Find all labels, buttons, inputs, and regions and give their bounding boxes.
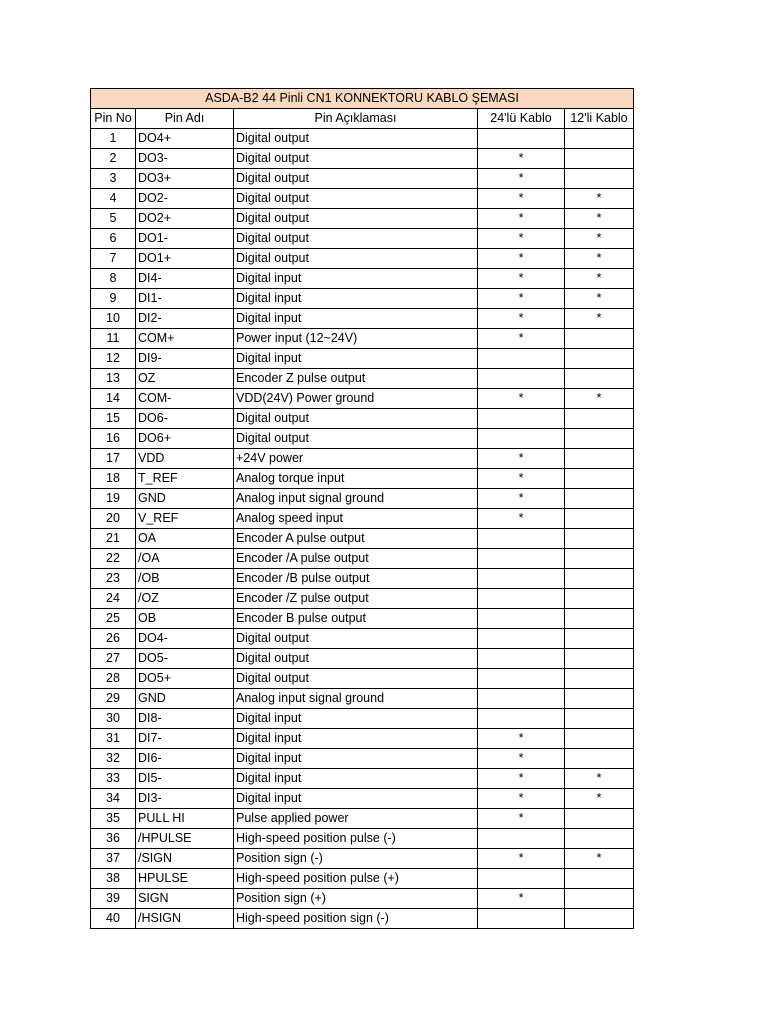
table-row (91, 609, 634, 629)
table-row (91, 869, 634, 889)
table-row (91, 449, 634, 469)
table-row (91, 549, 634, 569)
cable-12-mark-cell: * (565, 769, 634, 789)
pin-name-cell: DI1- (136, 289, 234, 309)
cable-12-mark-cell: * (565, 389, 634, 409)
pin-name-cell: GND (136, 689, 234, 709)
cable-12-mark-cell (565, 149, 634, 169)
pin-name-cell: DO1+ (136, 249, 234, 269)
cable-24-mark-cell: * (478, 849, 565, 869)
cable-24-mark-cell: * (478, 209, 565, 229)
cable-12-mark-cell (565, 669, 634, 689)
table-row (91, 829, 634, 849)
cable-24-mark-cell: * (478, 889, 565, 909)
cable-24-mark-cell: * (478, 229, 565, 249)
cable-24-mark-cell: * (478, 389, 565, 409)
cable-12-mark-cell (565, 829, 634, 849)
pin-number-cell: 2 (91, 149, 136, 169)
cable-24-mark-cell (478, 649, 565, 669)
cable-12-mark-cell (565, 809, 634, 829)
cable-24-mark-cell (478, 349, 565, 369)
pin-number-cell: 18 (91, 469, 136, 489)
pin-number-cell: 7 (91, 249, 136, 269)
cable-24-mark-cell: * (478, 269, 565, 289)
pin-name-cell: DO6- (136, 409, 234, 429)
header-row (91, 109, 634, 129)
header-24-cable: 24'lü Kablo (478, 109, 565, 129)
pin-name-cell: HPULSE (136, 869, 234, 889)
pin-name-cell: VDD (136, 449, 234, 469)
pin-number-cell: 22 (91, 549, 136, 569)
table-row (91, 849, 634, 869)
pin-description-cell: Digital input (234, 729, 478, 749)
cable-24-mark-cell: * (478, 509, 565, 529)
cable-12-mark-cell (565, 129, 634, 149)
pin-number-cell: 3 (91, 169, 136, 189)
pin-name-cell: DO1- (136, 229, 234, 249)
pin-name-cell: DO2+ (136, 209, 234, 229)
table-row (91, 229, 634, 249)
header-pin-name: Pin Adı (136, 109, 234, 129)
pin-description-cell: Digital input (234, 769, 478, 789)
pin-number-cell: 6 (91, 229, 136, 249)
cable-24-mark-cell (478, 409, 565, 429)
cable-12-mark-cell: * (565, 189, 634, 209)
table-row (91, 729, 634, 749)
pin-name-cell: DI8- (136, 709, 234, 729)
table-row (91, 129, 634, 149)
pin-description-cell: Encoder A pulse output (234, 529, 478, 549)
pin-number-cell: 34 (91, 789, 136, 809)
cable-24-mark-cell: * (478, 729, 565, 749)
title-row (91, 89, 634, 109)
cable-24-mark-cell (478, 129, 565, 149)
pin-name-cell: COM+ (136, 329, 234, 349)
pin-number-cell: 37 (91, 849, 136, 869)
cable-12-mark-cell (565, 689, 634, 709)
pin-description-cell: Digital output (234, 629, 478, 649)
pin-description-cell: Digital input (234, 269, 478, 289)
pin-name-cell: DI6- (136, 749, 234, 769)
pin-number-cell: 35 (91, 809, 136, 829)
cable-12-mark-cell: * (565, 249, 634, 269)
pin-description-cell: Digital output (234, 649, 478, 669)
table-row (91, 909, 634, 929)
cable-12-mark-cell: * (565, 289, 634, 309)
pin-description-cell: High-speed position sign (-) (234, 909, 478, 929)
pin-description-cell: Analog input signal ground (234, 689, 478, 709)
pin-name-cell: /OZ (136, 589, 234, 609)
cable-24-mark-cell: * (478, 189, 565, 209)
cable-24-mark-cell: * (478, 449, 565, 469)
cable-12-mark-cell (565, 369, 634, 389)
table-row (91, 809, 634, 829)
pin-number-cell: 21 (91, 529, 136, 549)
table-row (91, 509, 634, 529)
pin-number-cell: 11 (91, 329, 136, 349)
pin-description-cell: Encoder /B pulse output (234, 569, 478, 589)
header-12-cable: 12'li Kablo (565, 109, 634, 129)
cable-12-mark-cell (565, 409, 634, 429)
pin-name-cell: GND (136, 489, 234, 509)
pin-description-cell: Digital output (234, 169, 478, 189)
table-row (91, 469, 634, 489)
pin-description-cell: Digital output (234, 669, 478, 689)
cable-24-mark-cell: * (478, 169, 565, 189)
cable-12-mark-cell (565, 729, 634, 749)
cable-12-mark-cell (565, 869, 634, 889)
cable-12-mark-cell (565, 749, 634, 769)
table-row (91, 589, 634, 609)
cable-12-mark-cell: * (565, 229, 634, 249)
cable-12-mark-cell (565, 569, 634, 589)
table-row (91, 209, 634, 229)
table-row (91, 329, 634, 349)
cable-12-mark-cell (565, 889, 634, 909)
cable-12-mark-cell (565, 629, 634, 649)
cable-24-mark-cell: * (478, 469, 565, 489)
table-row (91, 269, 634, 289)
pin-name-cell: COM- (136, 389, 234, 409)
header-pin-description: Pin Açıklaması (234, 109, 478, 129)
pin-description-cell: Digital output (234, 149, 478, 169)
pin-number-cell: 14 (91, 389, 136, 409)
pin-number-cell: 16 (91, 429, 136, 449)
cable-24-mark-cell (478, 609, 565, 629)
table-row (91, 409, 634, 429)
pin-name-cell: DO5+ (136, 669, 234, 689)
pin-name-cell: OB (136, 609, 234, 629)
table-title: ASDA-B2 44 Pinli CN1 KONNEKTORU KABLO ŞEMASI (91, 89, 634, 109)
cable-24-mark-cell (478, 909, 565, 929)
cable-24-mark-cell (478, 569, 565, 589)
cable-24-mark-cell (478, 709, 565, 729)
table-row (91, 789, 634, 809)
pin-number-cell: 27 (91, 649, 136, 669)
pin-name-cell: /OB (136, 569, 234, 589)
table-row (91, 189, 634, 209)
pin-name-cell: DI3- (136, 789, 234, 809)
cable-24-mark-cell (478, 629, 565, 649)
cable-12-mark-cell (565, 529, 634, 549)
cable-12-mark-cell (565, 649, 634, 669)
pin-name-cell: DO3+ (136, 169, 234, 189)
pin-description-cell: Encoder B pulse output (234, 609, 478, 629)
table-row (91, 369, 634, 389)
cable-24-mark-cell: * (478, 249, 565, 269)
cable-24-mark-cell: * (478, 149, 565, 169)
cable-24-mark-cell: * (478, 769, 565, 789)
pin-name-cell: DI9- (136, 349, 234, 369)
cable-24-mark-cell: * (478, 489, 565, 509)
cable-12-mark-cell (565, 449, 634, 469)
pin-name-cell: DI5- (136, 769, 234, 789)
cable-24-mark-cell (478, 689, 565, 709)
pin-description-cell: Encoder Z pulse output (234, 369, 478, 389)
pin-number-cell: 26 (91, 629, 136, 649)
pin-description-cell: Encoder /Z pulse output (234, 589, 478, 609)
pin-description-cell: +24V power (234, 449, 478, 469)
cable-24-mark-cell: * (478, 329, 565, 349)
cable-24-mark-cell (478, 869, 565, 889)
pin-description-cell: Position sign (+) (234, 889, 478, 909)
pin-number-cell: 19 (91, 489, 136, 509)
pin-name-cell: DO2- (136, 189, 234, 209)
cable-24-mark-cell (478, 589, 565, 609)
table-row (91, 389, 634, 409)
cable-24-mark-cell (478, 529, 565, 549)
table-row (91, 249, 634, 269)
pin-description-cell: Digital output (234, 429, 478, 449)
table-row (91, 689, 634, 709)
pin-number-cell: 36 (91, 829, 136, 849)
pin-description-cell: Analog speed input (234, 509, 478, 529)
pin-name-cell: /OA (136, 549, 234, 569)
table-row (91, 629, 634, 649)
pin-name-cell: DO4- (136, 629, 234, 649)
cable-12-mark-cell (565, 589, 634, 609)
pin-name-cell: SIGN (136, 889, 234, 909)
pin-number-cell: 33 (91, 769, 136, 789)
table-row (91, 569, 634, 589)
pin-description-cell: Digital input (234, 309, 478, 329)
pin-name-cell: V_REF (136, 509, 234, 529)
pin-number-cell: 20 (91, 509, 136, 529)
pin-description-cell: Digital output (234, 249, 478, 269)
cable-12-mark-cell (565, 169, 634, 189)
pin-description-cell: Digital output (234, 209, 478, 229)
pin-description-cell: Digital output (234, 189, 478, 209)
pin-number-cell: 28 (91, 669, 136, 689)
table-row (91, 429, 634, 449)
cable-24-mark-cell: * (478, 809, 565, 829)
cable-12-mark-cell (565, 469, 634, 489)
pin-name-cell: /SIGN (136, 849, 234, 869)
cable-24-mark-cell: * (478, 289, 565, 309)
pin-name-cell: DO3- (136, 149, 234, 169)
pin-name-cell: OA (136, 529, 234, 549)
pin-table (90, 88, 634, 929)
header-pin-no: Pin No (91, 109, 136, 129)
table-row (91, 649, 634, 669)
pin-description-cell: Analog input signal ground (234, 489, 478, 509)
table-row (91, 749, 634, 769)
pin-number-cell: 32 (91, 749, 136, 769)
cable-24-mark-cell (478, 829, 565, 849)
pin-name-cell: PULL HI (136, 809, 234, 829)
pin-number-cell: 12 (91, 349, 136, 369)
pin-description-cell: Digital output (234, 229, 478, 249)
cable-12-mark-cell (565, 429, 634, 449)
pin-description-cell: Digital input (234, 789, 478, 809)
pin-number-cell: 9 (91, 289, 136, 309)
pin-number-cell: 24 (91, 589, 136, 609)
pin-number-cell: 5 (91, 209, 136, 229)
pin-number-cell: 30 (91, 709, 136, 729)
cable-12-mark-cell (565, 709, 634, 729)
cable-12-mark-cell: * (565, 269, 634, 289)
pin-description-cell: Analog torque input (234, 469, 478, 489)
cable-12-mark-cell (565, 329, 634, 349)
pin-name-cell: DI7- (136, 729, 234, 749)
table-row (91, 309, 634, 329)
pin-number-cell: 39 (91, 889, 136, 909)
cable-12-mark-cell (565, 909, 634, 929)
pin-number-cell: 40 (91, 909, 136, 929)
pin-number-cell: 8 (91, 269, 136, 289)
cable-24-mark-cell: * (478, 789, 565, 809)
cable-12-mark-cell: * (565, 849, 634, 869)
pin-name-cell: OZ (136, 369, 234, 389)
pin-description-cell: Pulse applied power (234, 809, 478, 829)
pin-number-cell: 38 (91, 869, 136, 889)
pin-number-cell: 29 (91, 689, 136, 709)
pin-description-cell: Digital output (234, 129, 478, 149)
cable-24-mark-cell (478, 369, 565, 389)
pin-name-cell: T_REF (136, 469, 234, 489)
cable-24-mark-cell (478, 429, 565, 449)
pin-number-cell: 15 (91, 409, 136, 429)
cable-12-mark-cell (565, 509, 634, 529)
pin-number-cell: 10 (91, 309, 136, 329)
table-row (91, 709, 634, 729)
pin-description-cell: Digital input (234, 289, 478, 309)
pin-number-cell: 25 (91, 609, 136, 629)
pin-description-cell: Digital output (234, 409, 478, 429)
cable-24-mark-cell (478, 669, 565, 689)
pin-number-cell: 17 (91, 449, 136, 469)
table-row (91, 529, 634, 549)
pin-number-cell: 13 (91, 369, 136, 389)
pin-name-cell: DO6+ (136, 429, 234, 449)
pin-number-cell: 1 (91, 129, 136, 149)
pin-name-cell: DI4- (136, 269, 234, 289)
pin-number-cell: 4 (91, 189, 136, 209)
pin-name-cell: /HSIGN (136, 909, 234, 929)
pin-description-cell: High-speed position pulse (+) (234, 869, 478, 889)
table-row (91, 349, 634, 369)
cable-12-mark-cell (565, 489, 634, 509)
pin-name-cell: DO5- (136, 649, 234, 669)
pin-number-cell: 23 (91, 569, 136, 589)
table-row (91, 489, 634, 509)
table-row (91, 289, 634, 309)
pin-description-cell: Digital input (234, 709, 478, 729)
cable-12-mark-cell (565, 549, 634, 569)
cable-24-mark-cell: * (478, 309, 565, 329)
table-row (91, 669, 634, 689)
pin-description-cell: Digital input (234, 349, 478, 369)
pin-number-cell: 31 (91, 729, 136, 749)
table-row (91, 889, 634, 909)
pin-description-cell: High-speed position pulse (-) (234, 829, 478, 849)
pin-description-cell: VDD(24V) Power ground (234, 389, 478, 409)
table-row (91, 169, 634, 189)
pin-description-cell: Position sign (-) (234, 849, 478, 869)
table-row (91, 149, 634, 169)
cable-12-mark-cell: * (565, 309, 634, 329)
pin-name-cell: DO4+ (136, 129, 234, 149)
pin-description-cell: Encoder /A pulse output (234, 549, 478, 569)
cable-12-mark-cell: * (565, 209, 634, 229)
table-row (91, 769, 634, 789)
pin-name-cell: /HPULSE (136, 829, 234, 849)
cable-12-mark-cell (565, 609, 634, 629)
pin-description-cell: Power input (12~24V) (234, 329, 478, 349)
pin-name-cell: DI2- (136, 309, 234, 329)
cable-24-mark-cell: * (478, 749, 565, 769)
cable-12-mark-cell (565, 349, 634, 369)
cable-24-mark-cell (478, 549, 565, 569)
cable-12-mark-cell: * (565, 789, 634, 809)
pin-description-cell: Digital input (234, 749, 478, 769)
